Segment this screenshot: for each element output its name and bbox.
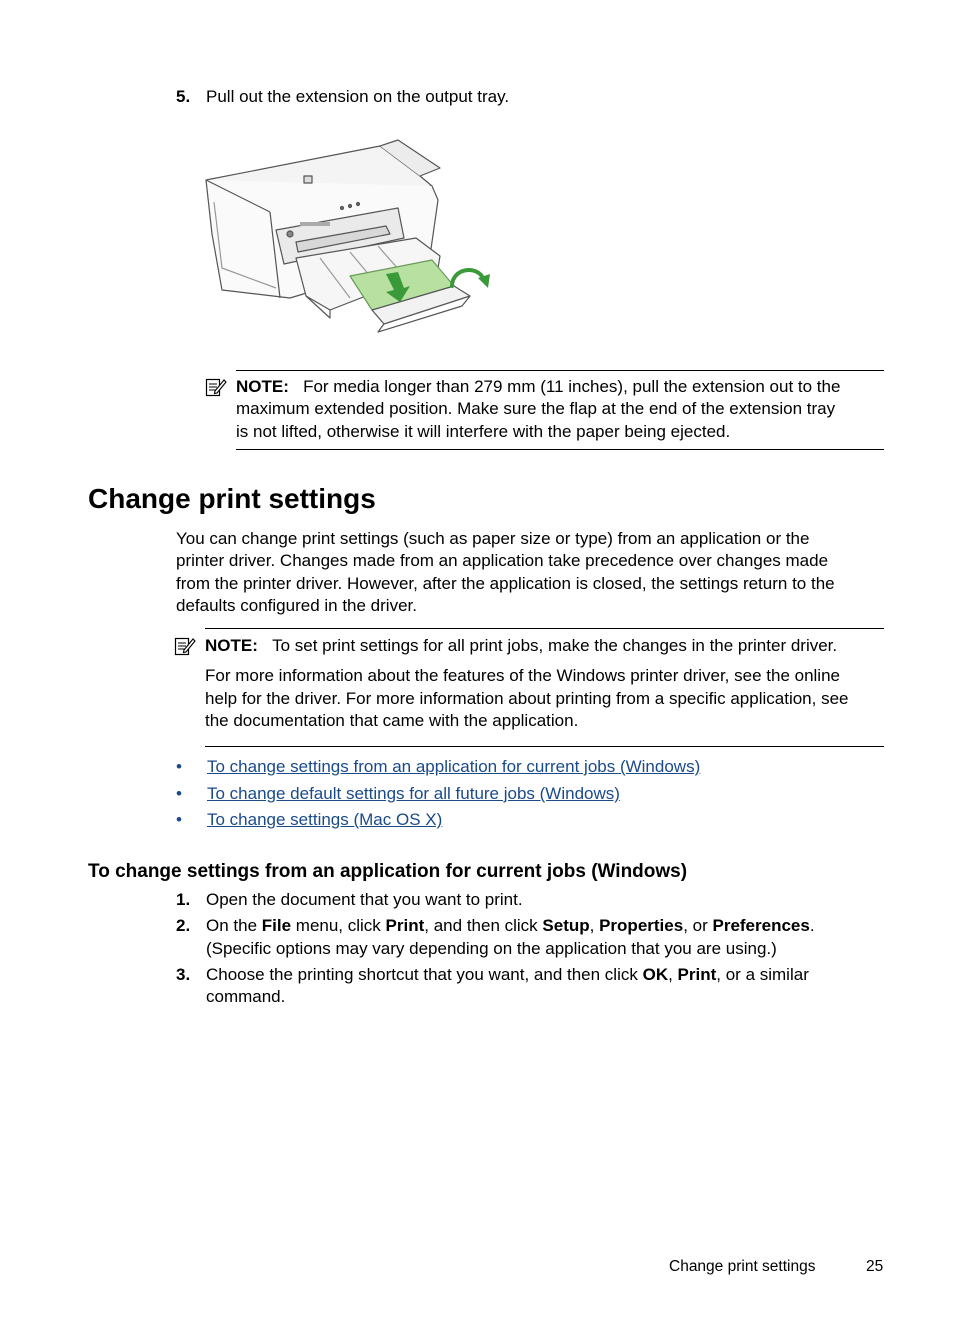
note-2-bottom-rule xyxy=(205,746,884,747)
command-print: Print xyxy=(385,916,425,935)
step-text: Choose the printing shortcut that you want, and then click OK, Print, or a similar xyxy=(206,965,809,984)
note-2-line-1 xyxy=(205,635,837,658)
note-2-para-line-3: the documentation that came with the application. xyxy=(205,711,579,730)
note-icon xyxy=(205,376,227,398)
step-text: On the File menu, click Print, and then click Setup, Properties, or Preferences. xyxy=(206,916,815,935)
note-2-para-line-2: help for the driver. For more information about printing from a specific application, see xyxy=(205,689,849,708)
page-number: 25 xyxy=(866,1258,884,1275)
printer-drawing xyxy=(200,138,495,338)
intro-line-2: printer driver. Changes made from an application take precedence over changes made xyxy=(176,551,829,570)
page-title: Change print settings xyxy=(88,483,376,514)
command-properties: Properties xyxy=(599,916,684,935)
command-print: Print xyxy=(677,965,717,984)
step-number: 3. xyxy=(176,965,191,984)
step-text: Open the document that you want to print. xyxy=(206,890,523,909)
bullet-icon: • xyxy=(176,757,182,776)
printer-illustration xyxy=(200,138,495,338)
note-bottom-rule xyxy=(236,449,884,450)
link-settings-mac-os-x[interactable]: To change settings (Mac OS X) xyxy=(207,810,443,829)
intro-line-3: from the printer driver. However, after the application is closed, the settings return to the xyxy=(176,574,835,593)
bullet-icon: • xyxy=(176,784,182,803)
command-preferences: Preferences xyxy=(712,916,810,935)
intro-line-4: defaults configured in the driver. xyxy=(176,596,417,615)
note-top-rule xyxy=(236,370,884,371)
link-settings-application-windows[interactable]: To change settings from an application for current jobs (Windows) xyxy=(207,757,701,776)
section-heading: To change settings from an application for current jobs (Windows) xyxy=(88,861,688,882)
bullet-icon: • xyxy=(176,810,182,829)
intro-line-1: You can change print settings (such as paper size or type) from an application or the xyxy=(176,529,810,548)
link-default-settings-windows[interactable]: To change default settings for all future jobs (Windows) xyxy=(207,784,620,803)
step-text: Pull out the extension on the output tray. xyxy=(206,87,510,106)
step-text: (Specific options may vary depending on the application that you are using.) xyxy=(206,939,777,958)
note-1-text: For media longer than 279 mm (11 inches), pull the extension out to the xyxy=(303,377,841,396)
note-label: NOTE: xyxy=(236,377,289,396)
note-1-line-2: maximum extended position. Make sure the flap at the end of the extension tray xyxy=(236,399,836,418)
menu-name-file: File xyxy=(261,916,292,935)
step-number: 1. xyxy=(176,890,191,909)
step-text: command. xyxy=(206,987,286,1006)
step-number: 2. xyxy=(176,916,191,935)
footer-section-title: Change print settings xyxy=(669,1258,816,1275)
note-2-para-line-1: For more information about the features of the Windows printer driver, see the online xyxy=(205,666,840,685)
note-1-line-1 xyxy=(236,376,840,399)
note-label: NOTE: xyxy=(205,636,258,655)
step-number: 5. xyxy=(176,87,191,106)
note-2-text: To set print settings for all print jobs, make the changes in the printer driver. xyxy=(272,636,838,655)
command-setup: Setup xyxy=(542,916,590,935)
command-ok: OK xyxy=(642,965,669,984)
note-2-top-rule xyxy=(205,628,884,629)
note-icon xyxy=(174,635,196,657)
note-1-line-3: is not lifted, otherwise it will interfere with the paper being ejected. xyxy=(236,422,731,441)
